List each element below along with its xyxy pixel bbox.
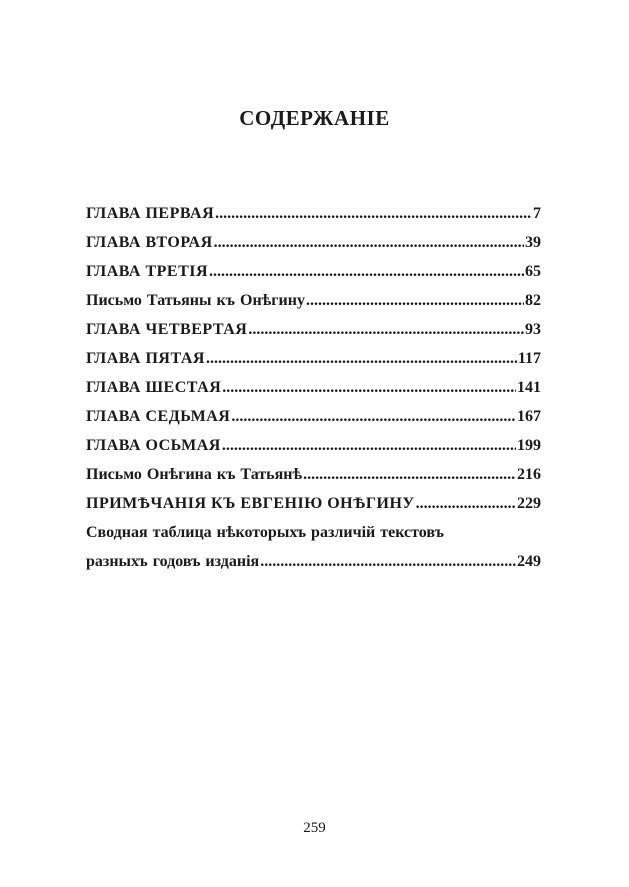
toc-leader-dots (260, 551, 516, 573)
toc-entry[interactable] (86, 435, 541, 457)
toc-entry-page: 93 (525, 321, 541, 338)
toc-leader-dots (215, 203, 532, 225)
toc-entry-continued[interactable] (86, 522, 541, 544)
toc-entry[interactable] (86, 232, 541, 254)
toc-leader-dots (306, 290, 524, 312)
toc-entry[interactable] (86, 203, 541, 225)
toc-entry-page: 65 (525, 263, 541, 280)
page-number: 259 (303, 820, 326, 836)
toc-entry-page: 249 (517, 553, 541, 570)
toc-entry-label: разныхъ годовъ изданія (86, 553, 260, 570)
toc-leader-dots (303, 464, 516, 486)
toc-entry-page: 7 (533, 205, 541, 222)
toc-entry-label: ГЛАВА ТРЕТІЯ (86, 263, 209, 280)
toc-entry[interactable] (86, 261, 541, 283)
toc-entry[interactable] (86, 493, 541, 515)
toc-entry-page: 167 (517, 408, 541, 425)
toc-entry[interactable] (86, 319, 541, 341)
toc-leader-dots (222, 377, 516, 399)
toc-entry-page: 82 (525, 292, 541, 309)
toc-entry-label: ГЛАВА ПЯТАЯ (86, 350, 205, 367)
toc-entry-label: Письмо Татьяны къ Онѣгину (86, 292, 305, 309)
toc-entry-label: ГЛАВА ПЕРВАЯ (86, 205, 215, 222)
toc-leader-dots (248, 319, 524, 341)
toc-entry-page: 216 (517, 466, 541, 483)
toc-leader-dots (206, 348, 517, 370)
toc-leader-dots (416, 493, 516, 515)
toc-entry-page: 229 (517, 495, 541, 512)
toc-entry-label: ГЛАВА ШЕСТАЯ (86, 379, 222, 396)
toc-entry-page: 199 (517, 437, 541, 454)
toc-entry-label: Письмо Онѣгина къ Татьянѣ (86, 466, 303, 483)
toc-entry[interactable] (86, 551, 541, 573)
toc-leader-dots (209, 261, 524, 283)
toc-entry-label: ГЛАВА ОСЬМАЯ (86, 437, 221, 454)
toc-entry-label: Сводная таблица нѣкоторыхъ различій текстовъ (86, 524, 444, 541)
toc-entry-page: 117 (517, 350, 541, 367)
toc-leader-dots (222, 435, 516, 457)
toc-entry[interactable] (86, 464, 541, 486)
toc-entry[interactable] (86, 348, 541, 370)
toc-entry[interactable] (86, 406, 541, 428)
toc-entry[interactable] (86, 377, 541, 399)
toc-entry-page: 141 (517, 379, 541, 396)
page-title: СОДЕРЖАНІЕ (239, 106, 390, 130)
toc-entry-label: ПРИМѢЧАНІЯ КЪ ЕВГЕНІЮ ОНѢГИНУ (86, 495, 415, 512)
toc-leader-dots (231, 406, 516, 428)
toc-leader-dots (214, 232, 524, 254)
toc-entry-label: ГЛАВА СЕДЬМАЯ (86, 408, 231, 425)
toc-entry-page: 39 (525, 234, 541, 251)
toc-entry-label: ГЛАВА ЧЕТВЕРТАЯ (86, 321, 248, 338)
toc-entry-label: ГЛАВА ВТОРАЯ (86, 234, 213, 251)
toc-entry[interactable] (86, 290, 541, 312)
